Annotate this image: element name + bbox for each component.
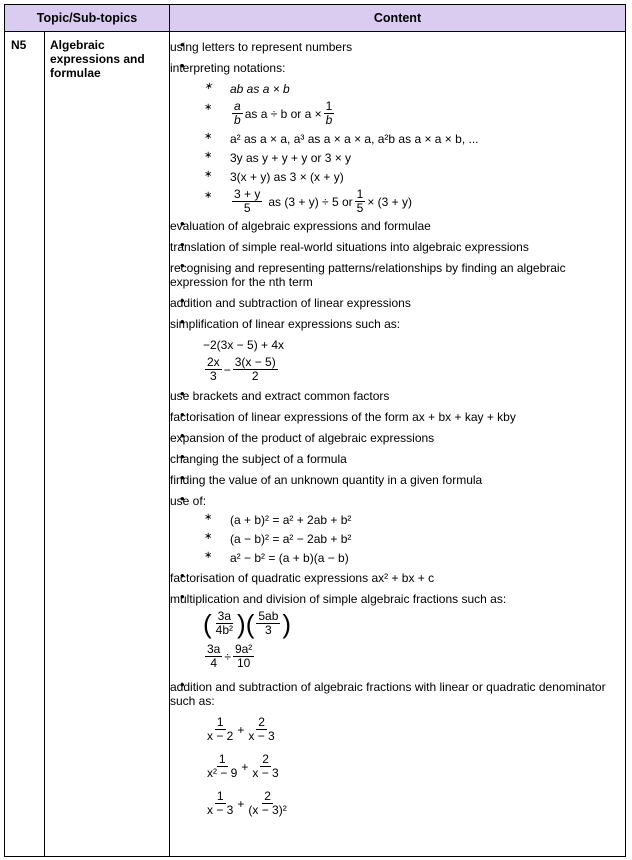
bullet-item: • use of: [170, 492, 625, 510]
operator: + [241, 759, 249, 774]
sub-text: as (3 + y) ÷ 5 or [268, 194, 353, 209]
example-expression [170, 610, 625, 637]
topic-code: N5 [5, 32, 45, 857]
operator: + [237, 722, 245, 737]
fraction: $\frac{1}{x - 2}$ [207, 715, 234, 743]
fraction: $\frac{1}{b}$ [325, 99, 333, 127]
sub-item: ∗ a² − b² = (a + b)(a − b) [170, 548, 625, 567]
fraction: ∗ $\frac{3 + y}{5}$ [234, 187, 261, 215]
sub-item: ∗ 3y as y + y + y or 3 × y [170, 148, 625, 167]
operator: + [237, 796, 245, 811]
sub-item: ∗ 3(x + y) as 3 × (x + y) [170, 167, 625, 186]
fraction: $\frac{3a}{\text{4b²}}$ [215, 609, 234, 637]
fraction: $\frac{2}{x - 3}$ [252, 752, 279, 780]
fraction: $\frac{1}{5}$ [356, 187, 364, 215]
topic-title: Algebraic expressions and formulae [45, 32, 170, 857]
header-content: Content [170, 5, 626, 32]
operator: ÷ [224, 649, 231, 664]
sub-item [170, 100, 625, 127]
right-paren: ) [282, 608, 292, 639]
example-expression [170, 643, 625, 670]
sub-item: ∗ (a − b)² = a² − 2ab + b² [170, 529, 625, 548]
sub-item: ∗ (a + b)² = a² + 2ab + b² [170, 510, 625, 529]
fraction: $\frac{3(x - 5)}{2}$ [234, 355, 276, 383]
example-expression [170, 716, 625, 743]
left-paren: ( [203, 608, 212, 639]
example-expression [170, 753, 625, 780]
fraction: $\frac{2}{\text{(x − 3)²}}$ [248, 789, 287, 817]
bullet-item: • simplification of linear expressions such as: [170, 315, 625, 333]
right-paren: ) [237, 608, 246, 639]
bullet-item: • addition and subtraction of algebraic fractions with linear or quadratic denominator such as: [170, 678, 625, 710]
bullet-item: • multiplication and division of simple algebraic fractions such as: [170, 590, 625, 608]
fraction: $\frac{3a}{4}$ [207, 642, 221, 670]
sub-text: as a ÷ b or a × [244, 106, 322, 121]
bullet-item: • interpreting notations: [170, 59, 625, 77]
bullet-item: • use brackets and extract common factors [170, 387, 625, 405]
example-expression: −2(3x − 5) + 4x [203, 337, 285, 352]
header-row [5, 5, 626, 32]
fraction: $\frac{2}{x - 3}$ [248, 715, 275, 743]
bullet-item: • recognising and representing patterns/relationships by finding an algebraic expression for the nth term [170, 259, 625, 291]
sub-item [170, 188, 625, 215]
fraction: $\frac{2x}{3}$ [207, 355, 220, 383]
bullet-item: • addition and subtraction of linear expressions [170, 294, 625, 312]
left-paren: ( [245, 608, 255, 639]
fraction: $\frac{1}{x - 3}$ [207, 789, 234, 817]
bullet-item: • factorisation of quadratic expressions ax² + bx + c [170, 569, 625, 587]
content-cell [170, 32, 626, 857]
table-row [5, 32, 626, 857]
header-topic: Topic/Sub-topics [5, 5, 170, 32]
sub-item: ∗ ab as a × b [170, 79, 625, 98]
fraction: $\frac{\text{9a²}}{10}$ [234, 642, 253, 670]
sub-item: ∗ a² as a × a, a³ as a × a × a, a²b as a × a × b, ... [170, 129, 625, 148]
syllabus-table [4, 4, 626, 857]
bullet-item: • using letters to represent numbers [170, 38, 625, 56]
bullet-item: • factorisation of linear expressions of the form ax + bx + kay + kby [170, 408, 625, 426]
fraction: ∗ $\frac{a}{b}$ [234, 99, 241, 127]
bullet-item: • expansion of the product of algebraic expressions [170, 429, 625, 447]
fraction: $\frac{1}{\text{x² − 9}}$ [207, 752, 238, 780]
example-expression [170, 790, 625, 817]
example-expression [170, 356, 625, 383]
bullet-item: • changing the subject of a formula [170, 450, 625, 468]
bullet-item: • translation of simple real-world situations into algebraic expressions [170, 238, 625, 256]
bullet-item: • finding the value of an unknown quantity in a given formula [170, 471, 625, 489]
operator: − [223, 362, 231, 377]
bullet-item: • evaluation of algebraic expressions and formulae [170, 217, 625, 235]
fraction: $\frac{5ab}{3}$ [258, 609, 279, 637]
sub-text: × (3 + y) [367, 194, 413, 209]
